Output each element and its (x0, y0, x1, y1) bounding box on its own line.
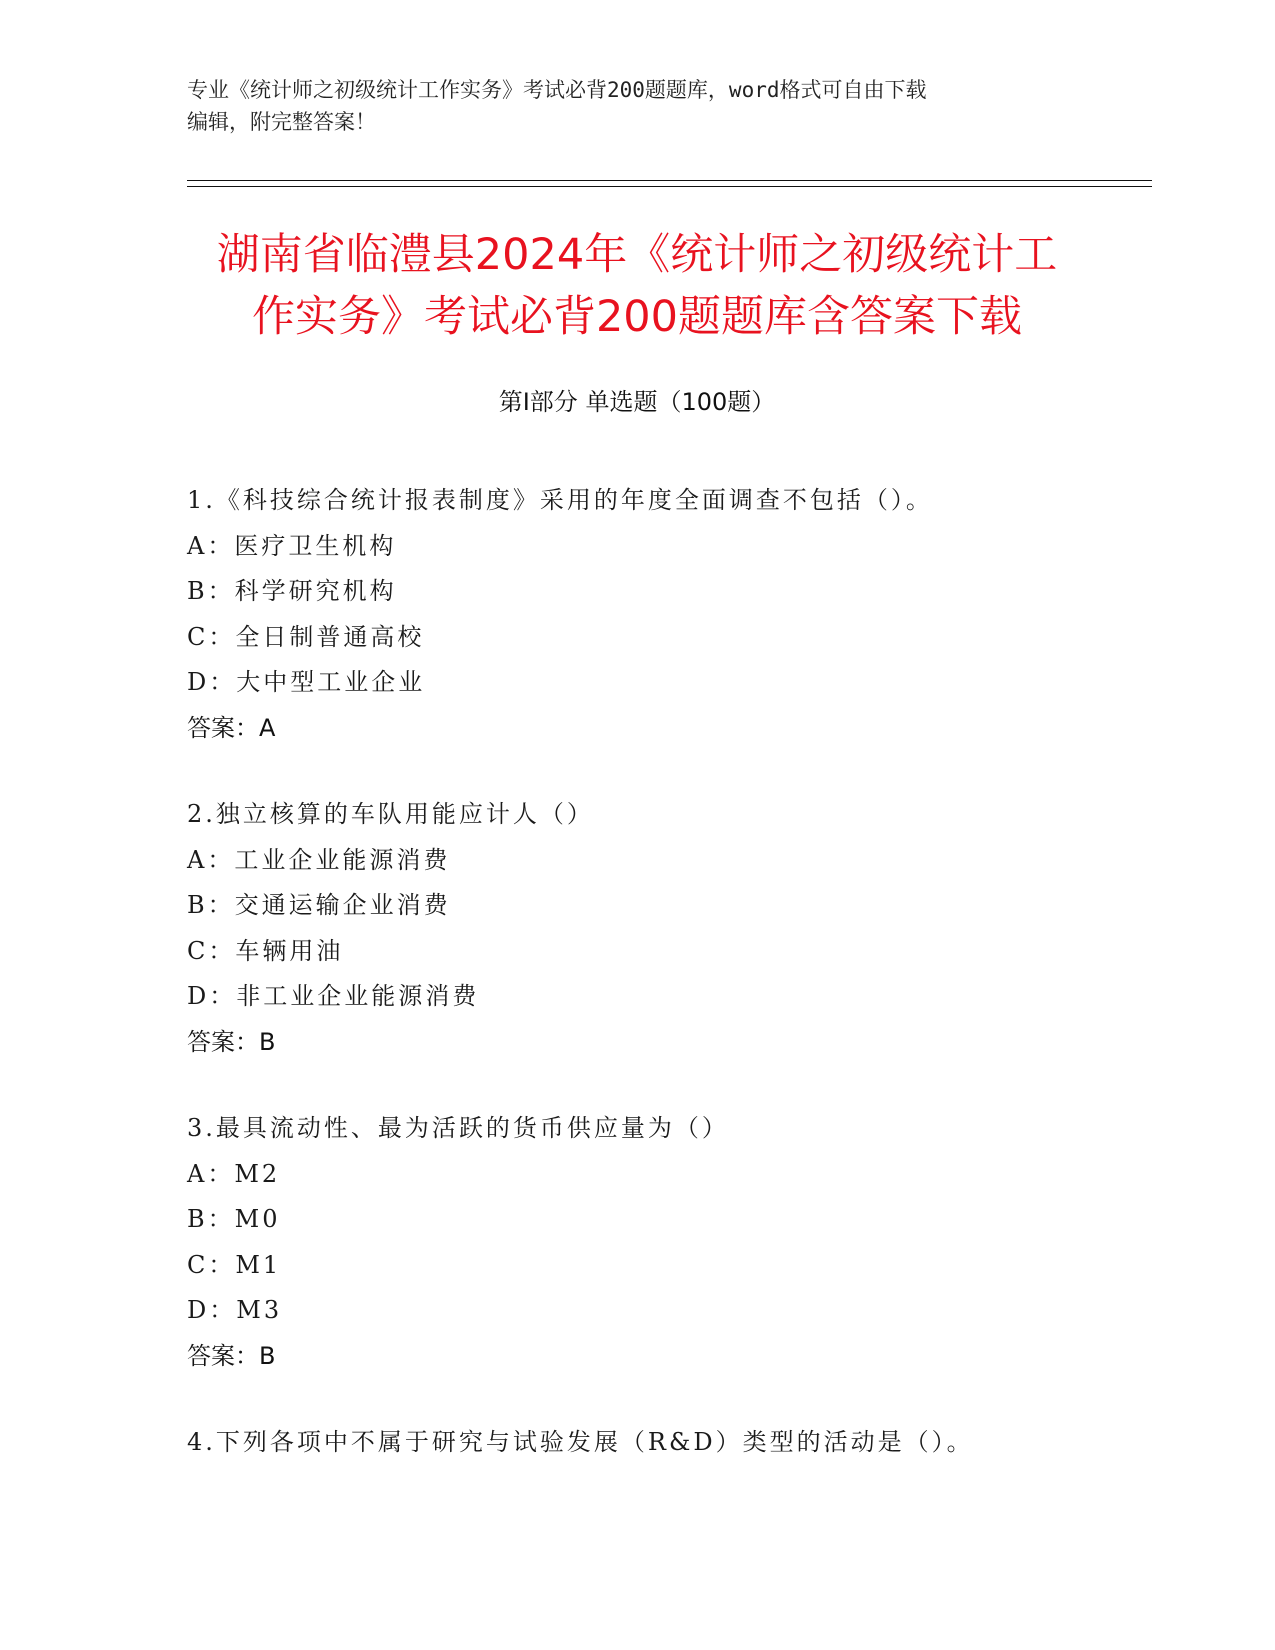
question-stem: 3.最具流动性、最为活跃的货币供应量为（） (187, 1114, 729, 1142)
question-option-b: B：M0 (187, 1205, 281, 1233)
question-option-d: D：非工业企业能源消费 (187, 982, 480, 1010)
document-title (187, 224, 1087, 348)
question-option-a: A：医疗卫生机构 (187, 531, 397, 560)
question-option-c: C：全日制普通高校 (187, 622, 425, 651)
answer-label: 答案： (187, 1341, 259, 1370)
question-answer (187, 706, 1152, 752)
question-2 (187, 792, 1152, 1065)
question-1 (187, 478, 1152, 751)
answer-value: A (259, 713, 276, 742)
document-title-line-1: 湖南省临澧县2024年《统计师之初级统计工 (216, 230, 1058, 280)
header-note-line-1: 专业《统计师之初级统计工作实务》考试必背200题题库，word格式可自由下载 (187, 78, 927, 102)
question-option-a: A：工业企业能源消费 (187, 845, 451, 874)
question-answer (187, 1334, 1152, 1380)
question-option-d: D：M3 (187, 1296, 283, 1324)
answer-value: B (259, 1341, 276, 1370)
question-4 (187, 1420, 1152, 1466)
answer-label: 答案： (187, 713, 259, 742)
question-stem: 1.《科技综合统计报表制度》采用的年度全面调查不包括（）。 (187, 486, 933, 514)
header-rule-top (187, 180, 1152, 181)
header-rule-bottom (187, 186, 1152, 187)
question-option-b: B：科学研究机构 (187, 577, 397, 605)
question-answer (187, 1020, 1152, 1066)
question-option-c: C：M1 (187, 1250, 282, 1279)
question-stem: 2.独立核算的车队用能应计人（） (187, 800, 594, 828)
question-stem: 4.下列各项中不属于研究与试验发展（R&D）类型的活动是（）。 (187, 1428, 974, 1456)
question-list (187, 478, 1152, 1507)
document-title-line-2: 作实务》考试必背200题题库含答案下载 (251, 292, 1023, 342)
header-note-line-2: 编辑，附完整答案！ (187, 110, 376, 134)
question-3 (187, 1106, 1152, 1379)
answer-value: B (259, 1027, 276, 1056)
question-option-c: C：车辆用油 (187, 936, 344, 965)
answer-label: 答案： (187, 1027, 259, 1056)
question-option-a: A：M2 (187, 1159, 281, 1188)
question-option-b: B：交通运输企业消费 (187, 891, 451, 919)
question-option-d: D：大中型工业企业 (187, 668, 426, 696)
header-note (187, 74, 1087, 138)
section-title: 第Ⅰ部分 单选题（100题） (498, 388, 776, 416)
